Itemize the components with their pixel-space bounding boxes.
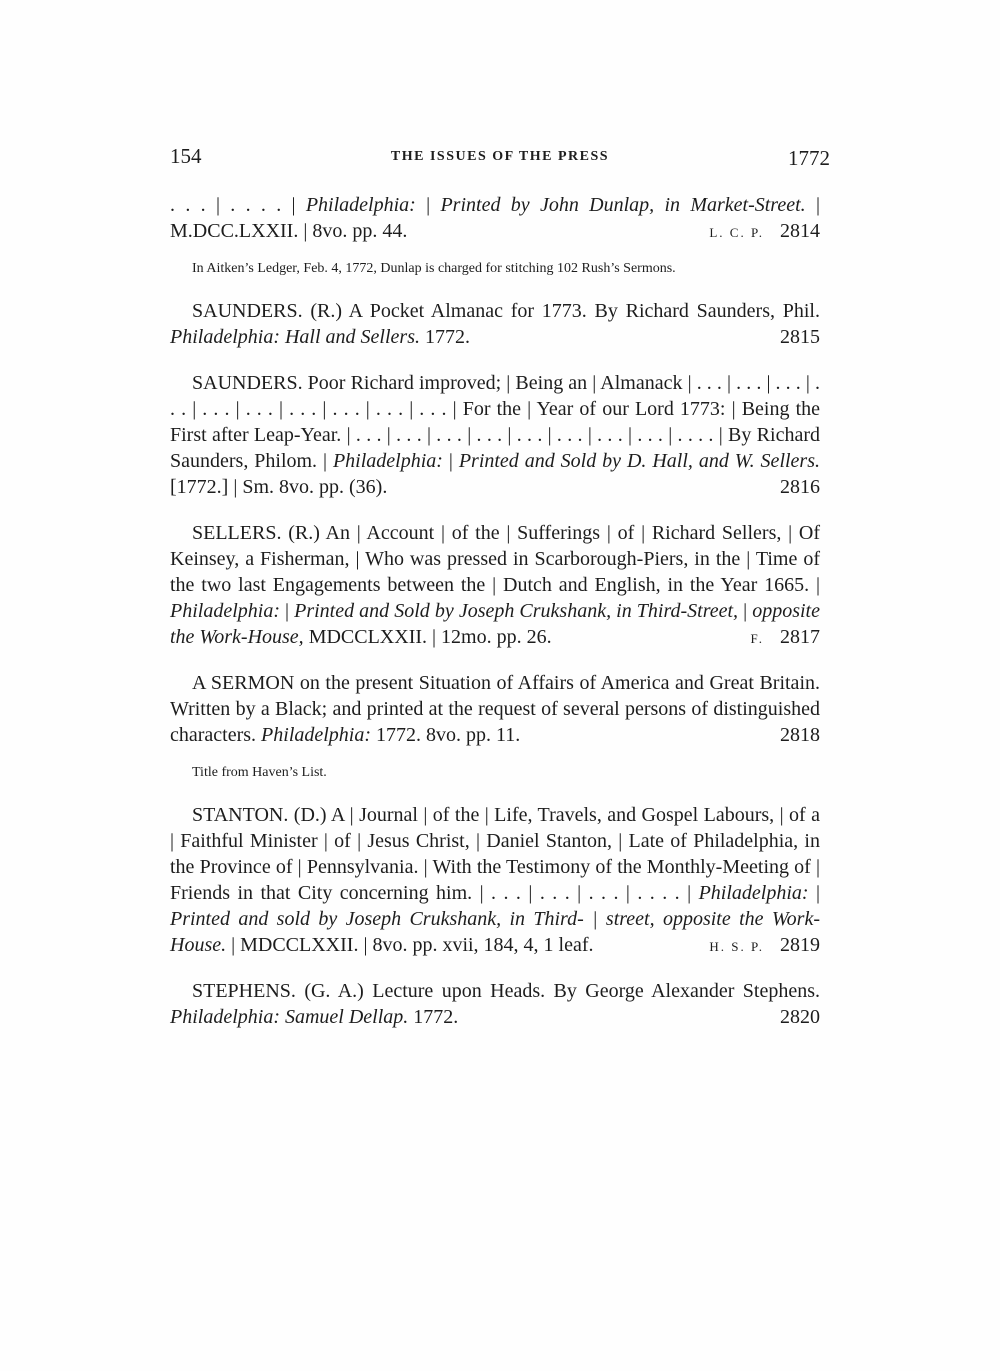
library-location: L. C. P. — [709, 225, 764, 240]
entry-text: [1772.] | Sm. 8vo. pp. (36). — [170, 476, 388, 498]
page-number: 154 — [170, 144, 202, 168]
entry-text: | M.DCC.LXXII. | 8vo. pp. 44. — [170, 194, 820, 242]
entry-number: 2820 — [780, 1006, 820, 1028]
entry-number: 2815 — [780, 326, 820, 348]
entry-text: 1772. 8vo. pp. 11. — [371, 724, 521, 746]
entry-number: 2816 — [780, 476, 820, 498]
entry-text: | — [442, 450, 459, 472]
entry-number: 2818 — [780, 724, 820, 746]
running-year: 1772 — [788, 146, 830, 170]
entry-2818 — [170, 670, 820, 748]
library-location: F. — [750, 631, 764, 646]
running-head — [170, 140, 830, 180]
entry-number: 2817 — [780, 626, 820, 648]
entry-imprint: Printed and Sold by D. Hall, and W. Sellers. — [458, 450, 820, 472]
entry-2816 — [170, 370, 820, 500]
entry-text: | — [738, 600, 753, 622]
entry-2819 — [170, 802, 820, 958]
entry-text: | MDCCLXXII. | 8vo. pp. xvii, 184, 4, 1 leaf. — [226, 934, 594, 956]
page-content — [170, 192, 820, 1030]
entry-text: . . . | . . . . | — [170, 194, 306, 216]
entry-imprint-place: Philadelphia: — [332, 450, 443, 472]
entry-text: SAUNDERS. Poor Richard improved; | Being an | Almanack | . . . | . . . | . . . | . . . | . . . | . . . | . . . | . . . | . . . | . . . | For the | Year of our Lord 1773: | Being the First after Leap-Year. | . . . | . . . | . . . | . . . | . . . | . . . | . . . | . . . | . . . . | By Richard Saunders, Philom. | — [170, 372, 820, 472]
entry-imprint: opposite the Work-House, — [170, 600, 820, 648]
entry-imprint: Printed and sold by Joseph Crukshank, in Third- | street, opposite the Work-House. — [170, 908, 820, 956]
entry-text: STEPHENS. (G. A.) Lecture upon Heads. By George Alexander Stephens. — [192, 980, 820, 1002]
entry-imprint: Printed and Sold by Joseph Crukshank, in Third-Street, — [294, 600, 739, 622]
entry-number-group — [729, 624, 820, 652]
entry-text: SAUNDERS. (R.) A Pocket Almanac for 1773. By Richard Saunders, Phil. — [192, 300, 820, 322]
entry-imprint: Philadelphia: Hall and Sellers. — [170, 326, 420, 348]
entry-text: 1772. — [419, 326, 470, 348]
entry-note: In Aitken’s Ledger, Feb. 4, 1772, Dunlap is charged for stitching 102 Rush’s Sermons. — [192, 261, 676, 276]
entry-text: | — [808, 882, 820, 904]
entry-text: | — [279, 600, 295, 622]
entry-number-group — [687, 932, 820, 960]
entry-2814 — [170, 192, 820, 244]
entry-imprint-place: Philadelphia: — [261, 724, 372, 746]
entry-text: MDCCLXXII. | 12mo. pp. 26. — [303, 626, 552, 648]
entry-note: Title from Haven’s List. — [192, 765, 327, 780]
entry-number: 2814 — [780, 220, 820, 242]
entry-2820 — [170, 978, 820, 1030]
entry-text: | — [415, 194, 441, 216]
entry-imprint-place: Philadelphia: — [698, 882, 809, 904]
entry-text: SELLERS. (R.) An | Account | of the | Sufferings | of | Richard Sellers, | Of Keinsey, a Fisherman, | Who was pressed in Scarborough-Piers, in the | Time of the two last Engagements between the | Dutch and English, in the Year 1665. | — [170, 522, 820, 596]
entry-text: A SERMON on the present Situation of Affairs of America and Great Britain. Written by a Black; and printed at the request of several persons of distinguished characters. — [170, 672, 820, 746]
entry-2815 — [170, 298, 820, 350]
entry-imprint: Printed by John Dunlap, in Market-Street. — [440, 194, 806, 216]
entry-2817 — [170, 520, 820, 650]
entry-number: 2819 — [780, 934, 820, 956]
entry-text: STANTON. (D.) A | Journal | of the | Life, Travels, and Gospel Labours, | of a | Faithful Minister | of | Jesus Christ, | Daniel Stanton, | Late of Philadelphia, in the Province of | Pennsylvania. | With the Testimony of the Monthly-Meeting of | Friends in that City concerning him. | . . . | . . . | . . . | . . . . | — [170, 804, 820, 904]
library-location: H. S. P. — [709, 939, 764, 954]
entry-text: 1772. — [408, 1006, 459, 1028]
running-title: THE ISSUES OF THE PRESS — [390, 149, 610, 164]
entry-number-group — [709, 218, 820, 246]
entry-imprint: Philadelphia: Samuel Dellap. — [170, 1006, 409, 1028]
entry-imprint-place: Philadelphia: — [305, 194, 416, 216]
entry-imprint-place: Philadelphia: — [170, 600, 280, 622]
